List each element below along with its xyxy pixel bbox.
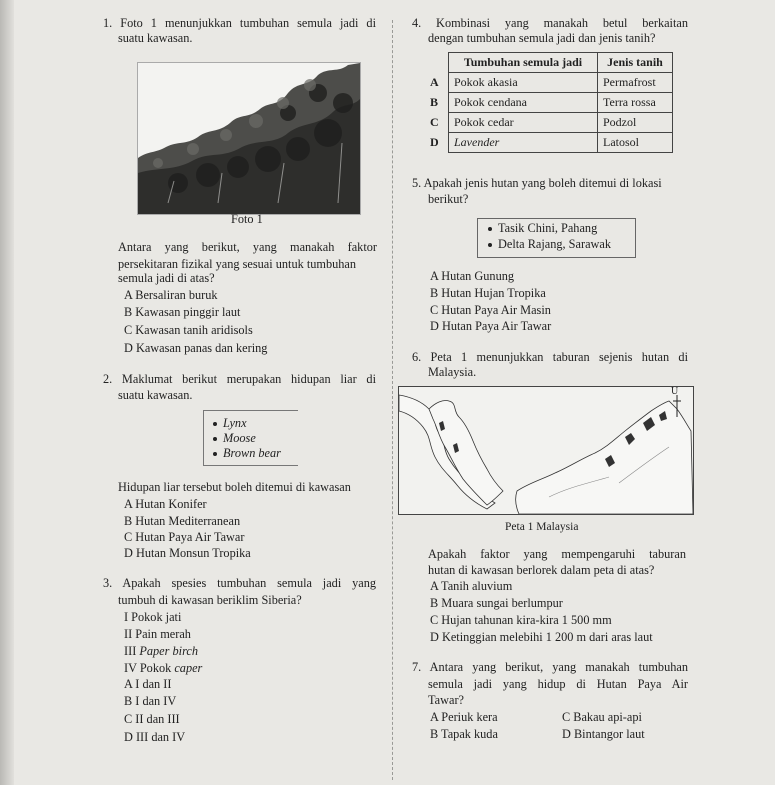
q6-stem-line2: Malaysia.	[428, 365, 477, 379]
cell-plant: Pokok cendana	[449, 93, 598, 113]
q7-option-b[interactable]: B Tapak kuda	[430, 727, 498, 741]
row-label: C	[430, 115, 439, 130]
q1-option-d[interactable]: D Kawasan panas dan kering	[124, 341, 268, 355]
q2-option-d[interactable]: D Hutan Monsun Tropika	[124, 546, 251, 560]
table-header-soil: Jenis tanih	[598, 53, 673, 73]
q7-stem-line1: 7. Antara yang berikut, yang manakah tumbuhan	[412, 660, 688, 674]
q2-option-c[interactable]: C Hutan Paya Air Tawar	[124, 530, 245, 544]
cell-plant: Pokok akasia	[449, 73, 598, 93]
q2-animal-3: Brown bear	[213, 446, 281, 461]
map-malaysia-image	[399, 387, 693, 514]
q7-stem-line3: Tawar?	[428, 693, 465, 707]
q3-item-3: III Paper birch	[124, 644, 199, 658]
q5-option-b[interactable]: B Hutan Hujan Tropika	[430, 286, 546, 300]
bullet-icon	[213, 452, 217, 456]
bullet-icon	[213, 422, 217, 426]
q2-prompt: Hidupan liar tersebut boleh ditemui di kawasan	[118, 480, 351, 494]
bullet-icon	[213, 437, 217, 441]
q5-stem-line2: berikut?	[428, 192, 469, 206]
cell-plant: Lavender	[449, 133, 598, 153]
page-edge-shadow	[0, 0, 14, 785]
q2-stem-line2: suatu kawasan.	[118, 388, 193, 402]
q1-prompt-line1: Antara yang berikut, yang manakah faktor	[118, 240, 377, 254]
q4-stem-line1: 4. Kombinasi yang manakah betul berkaitan	[412, 16, 688, 30]
q5-option-a[interactable]: A Hutan Gunung	[430, 269, 515, 283]
table-row[interactable]	[430, 133, 673, 153]
q1-stem-line1: 1. Foto 1 menunjukkan tumbuhan semula jadi di	[103, 16, 376, 30]
q3-item-4: IV Pokok caper	[124, 661, 203, 675]
q3-option-a[interactable]: A I dan II	[124, 677, 172, 691]
bullet-icon	[488, 243, 492, 247]
q5-option-c[interactable]: C Hutan Paya Air Masin	[430, 303, 551, 317]
q6-option-a[interactable]: A Tanih aluvium	[430, 579, 513, 593]
table-row[interactable]	[430, 73, 673, 93]
q6-option-c[interactable]: C Hujan tahunan kira-kira 1 500 mm	[430, 613, 612, 627]
q3-option-d[interactable]: D III dan IV	[124, 730, 186, 744]
cell-soil: Permafrost	[598, 73, 673, 93]
q6-stem-line1: 6. Peta 1 menunjukkan taburan sejenis hutan di	[412, 350, 688, 364]
row-label: A	[430, 75, 439, 90]
q5-location-2: Delta Rajang, Sarawak	[488, 237, 611, 252]
row-label: D	[430, 135, 439, 150]
table-row[interactable]	[430, 93, 673, 113]
q6-map-caption: Peta 1 Malaysia	[505, 521, 579, 533]
north-arrow-label: U	[671, 386, 679, 397]
cell-soil: Latosol	[598, 133, 673, 153]
q1-stem-line2: suatu kawasan.	[118, 31, 193, 45]
q1-option-a[interactable]: A Bersaliran buruk	[124, 288, 218, 302]
q5-location-1: Tasik Chini, Pahang	[488, 221, 597, 236]
q6-option-d[interactable]: D Ketinggian melebihi 1 200 m dari aras laut	[430, 630, 653, 644]
q7-option-c[interactable]: C Bakau api-api	[562, 710, 642, 724]
q6-option-b[interactable]: B Muara sungai berlumpur	[430, 596, 563, 610]
q3-option-c[interactable]: C II dan III	[124, 712, 180, 726]
q7-stem-line2: semula jadi yang hidup di Hutan Paya Air	[428, 677, 688, 691]
row-label: B	[430, 95, 439, 110]
q2-animal-1: Lynx	[213, 416, 247, 431]
cell-soil: Podzol	[598, 113, 673, 133]
q4-stem-line2: dengan tumbuhan semula jadi dan jenis tanih?	[428, 31, 656, 45]
q2-stem-line1: 2. Maklumat berikut merupakan hidupan liar di	[103, 372, 376, 386]
vegetation-photo-image	[138, 63, 360, 214]
q3-stem-line2: tumbuh di kawasan beriklim Siberia?	[118, 593, 302, 607]
q5-stem-line1: 5. Apakah jenis hutan yang boleh ditemui di lokasi	[412, 176, 662, 190]
q7-option-a[interactable]: A Periuk kera	[430, 710, 498, 724]
column-divider	[392, 20, 393, 780]
q2-option-a[interactable]: A Hutan Konifer	[124, 497, 207, 511]
q2-animal-2: Moose	[213, 431, 256, 446]
q6-malaysia-map	[398, 386, 694, 515]
table-header-plant: Tumbuhan semula jadi	[449, 53, 598, 73]
q6-prompt-line2: hutan di kawasan berlorek dalam peta di atas?	[428, 563, 655, 577]
q3-stem-line1: 3. Apakah spesies tumbuhan semula jadi yang	[103, 576, 376, 590]
cell-soil: Terra rossa	[598, 93, 673, 113]
q6-prompt-line1: Apakah faktor yang mempengaruhi taburan	[428, 547, 686, 561]
q2-option-b[interactable]: B Hutan Mediterranean	[124, 514, 241, 528]
table-header-row	[430, 53, 673, 73]
q1-option-c[interactable]: C Kawasan tanih aridisols	[124, 323, 253, 337]
q1-photo-caption: Foto 1	[231, 212, 263, 226]
cell-plant: Pokok cedar	[449, 113, 598, 133]
q3-item-1: I Pokok jati	[124, 610, 182, 624]
q3-option-b[interactable]: B I dan IV	[124, 694, 177, 708]
table-row[interactable]	[430, 113, 673, 133]
q1-prompt-line2: persekitaran fizikal yang sesuai untuk tumbuhan	[118, 257, 357, 271]
q3-item-2: II Pain merah	[124, 627, 191, 641]
q5-option-d[interactable]: D Hutan Paya Air Tawar	[430, 319, 552, 333]
q1-prompt-line3: semula jadi di atas?	[118, 271, 215, 285]
q4-combination-table	[430, 52, 673, 153]
q7-option-d[interactable]: D Bintangor laut	[562, 727, 645, 741]
q1-option-b[interactable]: B Kawasan pinggir laut	[124, 305, 241, 319]
bullet-icon	[488, 227, 492, 231]
q1-photo	[137, 62, 361, 215]
